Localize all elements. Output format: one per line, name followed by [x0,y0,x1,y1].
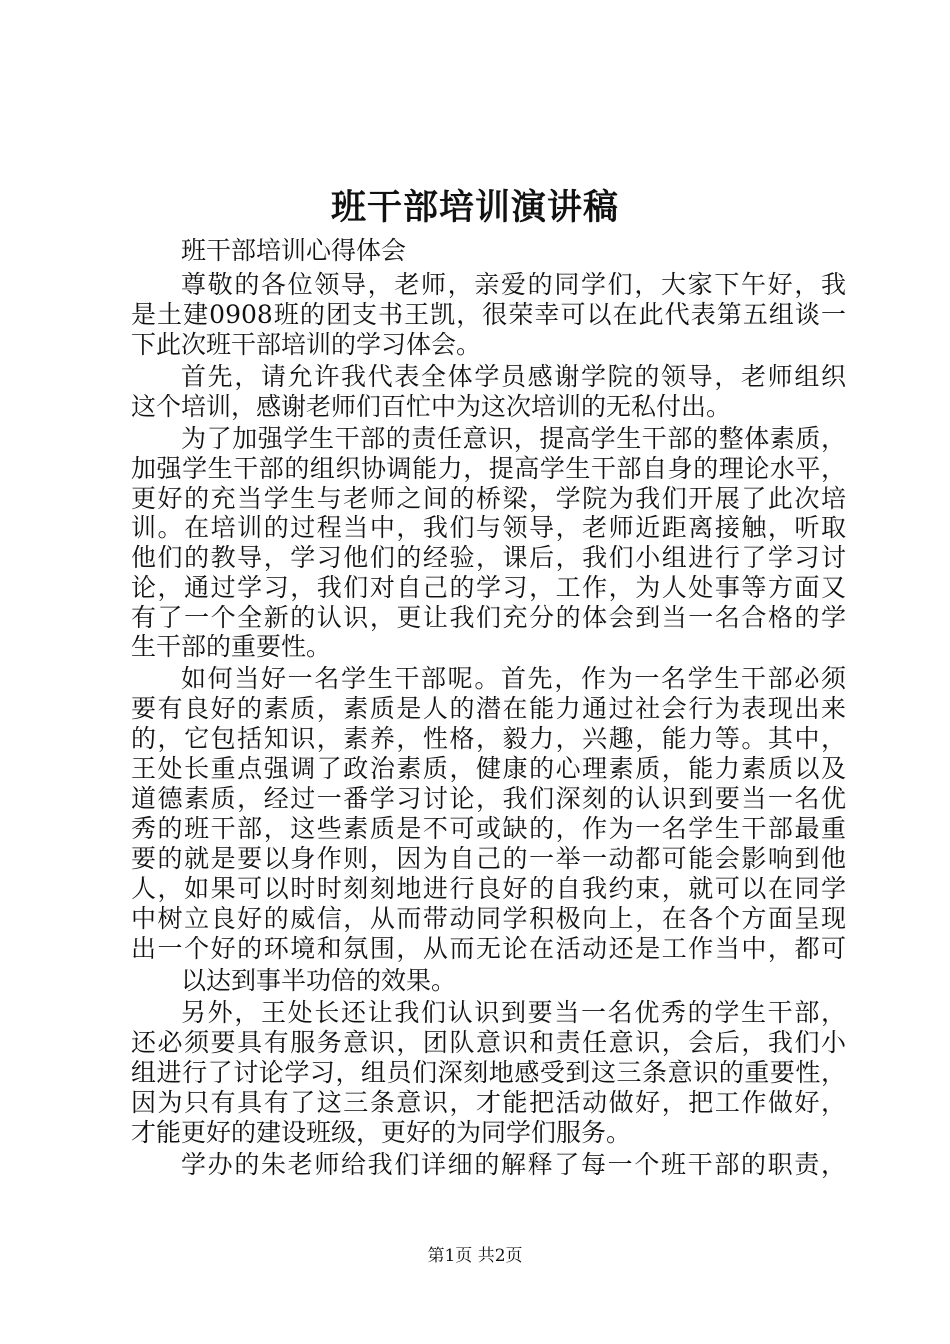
text-line: 还必须要具有服务意识，团队意识和责任意识，会后，我们小 [131,1028,846,1057]
text-line: 中树立良好的威信，从而带动同学积极向上，在各个方面呈现 [131,904,846,933]
text-line: 因为只有具有了这三条意识，才能把活动做好，把工作做好， [131,1088,846,1117]
text-line: 要的就是要以身作则，因为自己的一举一动都可能会影响到他 [131,844,846,873]
text-line: 尊敬的各位领导，老师，亲爱的同学们，大家下午好，我 [181,270,846,299]
text-line: 王处长重点强调了政治素质，健康的心理素质，能力素质以及 [131,754,846,783]
document-title: 班干部培训演讲稿 [330,187,619,228]
text-line: 生干部的重要性。 [131,632,332,661]
text-line: 另外，王处长还让我们认识到要当一名优秀的学生干部， [181,998,846,1027]
text-line: 更好的充当学生与老师之间的桥梁，学院为我们开展了此次培 [131,484,846,513]
text-line: 首先，请允许我代表全体学员感谢学院的领导，老师组织 [181,362,846,391]
text-line: 学办的朱老师给我们详细的解释了每一个班干部的职责， [181,1150,846,1179]
text-line: 人，如果可以时时刻刻地进行良好的自我约束，就可以在同学 [131,874,846,903]
text-line: 班干部培训心得体会 [181,236,407,265]
text-line: 论，通过学习，我们对自己的学习，工作，为人处事等方面又 [131,573,846,602]
text-line: 这个培训，感谢老师们百忙中为这次培训的无私付出。 [131,392,732,421]
text-line: 如何当好一名学生干部呢。首先，作为一名学生干部必须 [181,664,846,693]
text-line: 他们的教导，学习他们的经验，课后，我们小组进行了学习讨 [131,543,846,572]
text-line: 训。在培训的过程当中，我们与领导，老师近距离接触，听取 [131,513,846,542]
text-line: 是土建0908班的团支书王凯，很荣幸可以在此代表第五组谈一 [131,300,846,329]
text-line: 有了一个全新的认识，更让我们充分的体会到当一名合格的学 [131,603,846,632]
text-line: 加强学生干部的组织协调能力，提高学生干部自身的理论水平， [131,454,846,483]
text-line: 下此次班干部培训的学习体会。 [131,330,482,359]
text-line: 秀的班干部，这些素质是不可或缺的，作为一名学生干部最重 [131,814,846,843]
text-line: 道德素质，经过一番学习讨论，我们深刻的认识到要当一名优 [131,784,846,813]
text-line: 要有良好的素质，素质是人的潜在能力通过社会行为表现出来 [131,694,846,723]
page-footer: 第1页 共2页 [427,1246,523,1266]
text-line: 为了加强学生干部的责任意识，提高学生干部的整体素质， [181,424,846,453]
text-line: 出一个好的环境和氛围，从而无论在活动还是工作当中，都可 [131,934,846,963]
text-line: 才能更好的建设班级，更好的为同学们服务。 [131,1118,632,1147]
text-line: 以达到事半功倍的效果。 [181,966,457,995]
text-line: 的，它包括知识，素养，性格，毅力，兴趣，能力等。其中， [131,724,846,753]
text-line: 组进行了讨论学习，组员们深刻地感受到这三条意识的重要性， [131,1058,846,1087]
